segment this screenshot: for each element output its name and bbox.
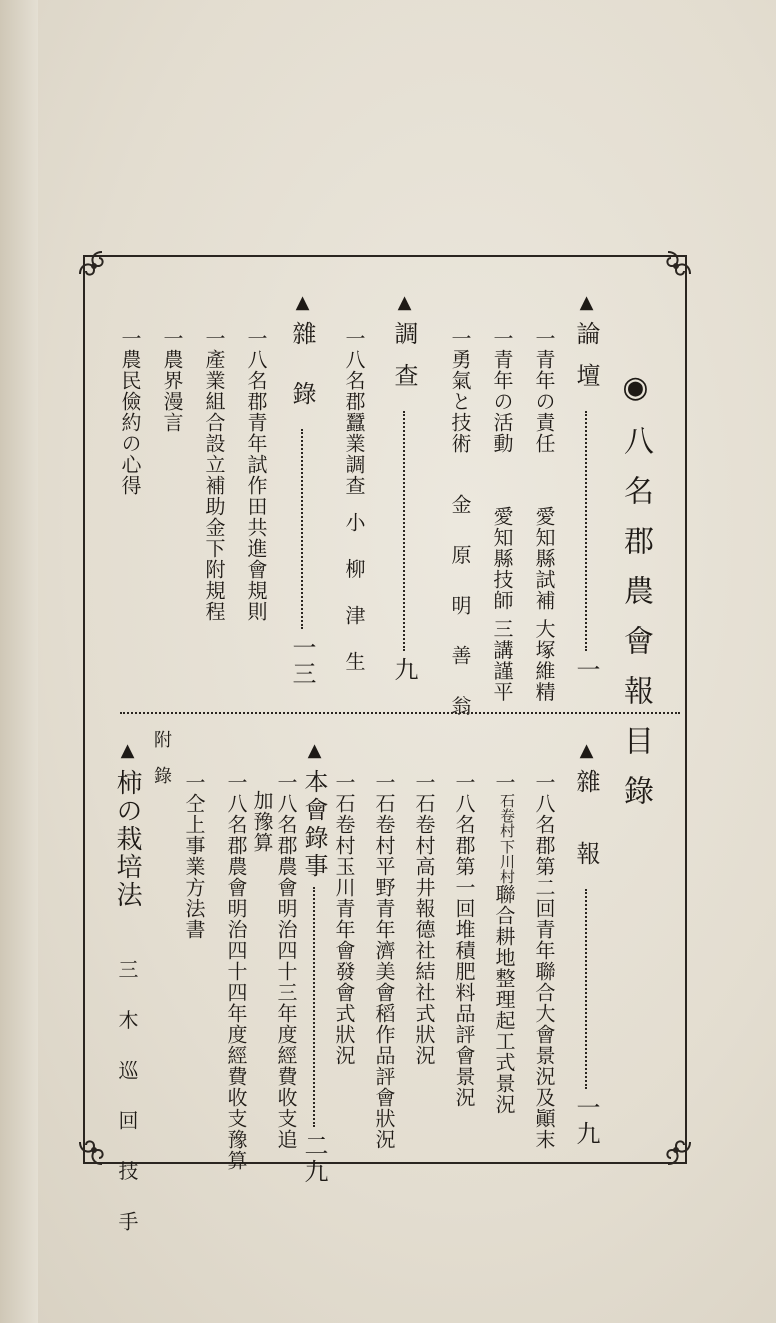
section-cho xyxy=(392,292,416,699)
list-item: 一 下川村 石卷村 聯合耕地整理起工式景況 xyxy=(492,772,516,1115)
triangle-marker-icon: ▲ xyxy=(292,292,313,313)
list-item xyxy=(492,328,512,702)
page-number: 一九 xyxy=(572,1095,600,1147)
leader-dots xyxy=(403,411,405,651)
section-head: 報 xyxy=(572,841,600,883)
item-author: 愛知縣試補 大塚維精 xyxy=(532,506,556,703)
appendix-head: 柿の栽培法 xyxy=(112,769,142,909)
section-head: 錄 xyxy=(288,381,316,423)
village-name: 下川村 xyxy=(498,839,516,884)
list-item: 一仝上事業方法書 xyxy=(182,772,206,940)
binding-gutter xyxy=(0,0,38,1323)
list-item xyxy=(534,328,554,702)
list-item xyxy=(344,328,364,681)
page-title: ◉八名郡農會報目錄 xyxy=(618,370,653,825)
leader-dots xyxy=(313,887,315,1127)
triangle-marker-icon: ▲ xyxy=(576,292,597,313)
page-number: 一三 xyxy=(288,635,316,687)
page-number: 二九 xyxy=(300,1133,328,1185)
item-title: 一八名郡蠶業調查 xyxy=(342,328,366,496)
list-item: 一產業組合設立補助金下附規程 xyxy=(202,328,226,622)
triangle-marker-icon: ▲ xyxy=(117,740,138,761)
triangle-marker-icon: ▲ xyxy=(394,292,415,313)
leader-dots xyxy=(585,411,587,651)
item-title: 一青年の活動 xyxy=(490,328,514,454)
item-author: 小 柳 津 生 xyxy=(342,512,366,682)
section-zatsu xyxy=(290,292,314,687)
list-item: 一八名郡第一回堆積肥料品評會景況 xyxy=(452,772,476,1108)
page-number: 一 xyxy=(572,657,600,699)
list-item: 一石卷村高井報德社結社式狀況 xyxy=(412,772,436,1066)
corner-ornament-icon xyxy=(72,1126,118,1172)
list-item: 一石卷村平野青年濟美會稻作品評會狀況 xyxy=(372,772,396,1150)
section-zappo xyxy=(574,740,598,1147)
section-head: 壇 xyxy=(572,363,600,405)
section-head: 論 xyxy=(572,321,600,363)
item-author: 愛知縣技師 三講謹平 xyxy=(490,506,514,703)
list-item-continued: 加豫算 xyxy=(250,790,274,853)
list-item: 一八名郡農會明治四十四年度經費收支豫算 xyxy=(224,772,248,1171)
list-item: 一石卷村玉川青年會發會式狀況 xyxy=(332,772,356,1066)
triangle-marker-icon: ▲ xyxy=(304,740,325,761)
section-ron xyxy=(574,292,598,699)
list-item: 一八名郡青年試作田共進會規則 xyxy=(244,328,268,622)
corner-ornament-icon xyxy=(652,1126,698,1172)
appendix-label-char: 錄 xyxy=(151,766,172,802)
item-title: 一勇氣と技術 xyxy=(448,328,472,454)
triangle-marker-icon: ▲ xyxy=(576,740,597,761)
list-item: 一八名郡第二回青年聯合大會景況及顚末 xyxy=(532,772,556,1150)
section-head: 雜 xyxy=(572,769,600,811)
item-title: 一青年の責任 xyxy=(532,328,556,454)
appendix-label xyxy=(152,730,170,802)
page-number: 九 xyxy=(390,657,418,699)
corner-ornament-icon xyxy=(652,244,698,290)
list-item: 一農民儉約の心得 xyxy=(118,328,142,496)
leader-dots xyxy=(301,429,303,629)
section-divider xyxy=(120,712,680,714)
leader-dots xyxy=(585,889,587,1089)
section-head: 本會錄事 xyxy=(300,769,328,881)
list-item xyxy=(450,328,470,727)
list-item: 一八名郡農會明治四十三年度經費收支追 xyxy=(274,772,298,1150)
appendix-title xyxy=(114,740,140,1243)
appendix-label-char: 附 xyxy=(151,730,172,766)
item-author: 金 原 明 善 翁 xyxy=(448,494,472,728)
section-head: 調 xyxy=(390,321,418,363)
list-item: 一農界漫言 xyxy=(160,328,184,433)
section-head: 查 xyxy=(390,363,418,405)
corner-ornament-icon xyxy=(72,244,118,290)
village-name: 石卷村 xyxy=(498,793,516,838)
section-honkai xyxy=(302,740,326,1185)
section-head: 雜 xyxy=(288,321,316,363)
item-title: 聯合耕地整理起工式景況 xyxy=(492,884,516,1115)
item-author: 三 木 巡 回 技 手 xyxy=(115,959,139,1243)
